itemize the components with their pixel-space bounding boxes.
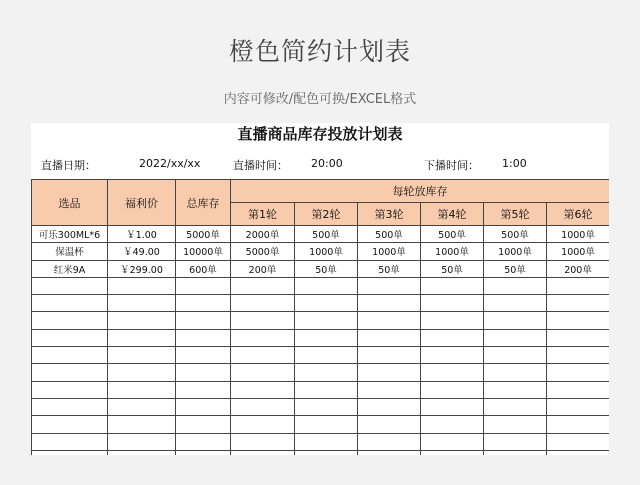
cell-round-5[interactable] (484, 416, 547, 433)
cell-total-stock[interactable] (176, 277, 231, 294)
cell-round-6[interactable]: 200单 (547, 260, 610, 277)
cell-round-3[interactable] (358, 416, 421, 433)
cell-price[interactable] (108, 416, 176, 433)
cell-round-6[interactable] (547, 398, 610, 415)
cell-price[interactable] (108, 364, 176, 381)
cell-round-1[interactable] (231, 364, 295, 381)
cell-product[interactable]: 保温杯 (32, 243, 108, 260)
table-row (32, 277, 610, 294)
cell-round-1[interactable] (231, 277, 295, 294)
header-product: 选品 (32, 180, 108, 226)
cell-round-2[interactable] (295, 277, 358, 294)
cell-price[interactable] (108, 398, 176, 415)
cell-product[interactable] (32, 416, 108, 433)
stock-plan-table (31, 179, 609, 455)
cell-product[interactable] (32, 398, 108, 415)
cell-total-stock[interactable]: 600单 (176, 260, 231, 277)
cell-round-5[interactable] (484, 398, 547, 415)
cell-round-3[interactable]: 50单 (358, 260, 421, 277)
cell-price[interactable] (108, 277, 176, 294)
cell-total-stock[interactable]: 5000单 (176, 226, 231, 243)
cell-product[interactable] (32, 347, 108, 364)
cell-round-5[interactable] (484, 381, 547, 398)
cell-product[interactable] (32, 433, 108, 450)
cell-round-1[interactable] (231, 312, 295, 329)
cell-round-4[interactable]: 500单 (421, 226, 484, 243)
cell-price[interactable]: ￥1.00 (108, 226, 176, 243)
cell-round-2[interactable] (295, 398, 358, 415)
cell-round-3[interactable] (358, 433, 421, 450)
cell-total-stock[interactable] (176, 347, 231, 364)
cell-total-stock[interactable] (176, 450, 231, 455)
header-round-5: 第5轮 (484, 203, 547, 226)
cell-round-6[interactable]: 1000单 (547, 243, 610, 260)
cell-total-stock[interactable] (176, 295, 231, 312)
cell-round-5[interactable] (484, 364, 547, 381)
cell-round-6[interactable] (547, 364, 610, 381)
cell-round-2[interactable] (295, 312, 358, 329)
table-row (32, 433, 610, 450)
cell-product[interactable] (32, 450, 108, 455)
cell-total-stock[interactable] (176, 398, 231, 415)
cell-round-1[interactable]: 2000单 (231, 226, 295, 243)
cell-total-stock[interactable] (176, 329, 231, 346)
cell-round-2[interactable]: 1000单 (295, 243, 358, 260)
cell-round-3[interactable] (358, 312, 421, 329)
cell-product[interactable] (32, 277, 108, 294)
header-total-stock: 总库存 (176, 180, 231, 226)
table-row (32, 312, 610, 329)
cell-round-5[interactable] (484, 329, 547, 346)
header-round-1: 第1轮 (231, 203, 295, 226)
live-date-value[interactable]: 2022/xx/xx (139, 157, 201, 170)
cell-round-4[interactable] (421, 347, 484, 364)
table-row (32, 364, 610, 381)
cell-round-6[interactable] (547, 450, 610, 455)
cell-round-5[interactable] (484, 277, 547, 294)
cell-round-4[interactable]: 50单 (421, 260, 484, 277)
table-row (32, 416, 610, 433)
cell-product[interactable] (32, 312, 108, 329)
cell-round-3[interactable] (358, 450, 421, 455)
live-start-value[interactable]: 20:00 (311, 157, 343, 170)
cell-price[interactable]: ￥49.00 (108, 243, 176, 260)
cell-price[interactable] (108, 381, 176, 398)
cell-round-1[interactable] (231, 433, 295, 450)
cell-round-3[interactable]: 500单 (358, 226, 421, 243)
live-end-label: 下播时间： (424, 159, 479, 172)
cell-round-4[interactable] (421, 450, 484, 455)
table-row (32, 398, 610, 415)
cell-round-3[interactable] (358, 364, 421, 381)
cell-round-5[interactable]: 1000单 (484, 243, 547, 260)
cell-product[interactable] (32, 295, 108, 312)
cell-round-5[interactable]: 500单 (484, 226, 547, 243)
cell-round-5[interactable]: 50单 (484, 260, 547, 277)
cell-round-1[interactable] (231, 347, 295, 364)
cell-round-4[interactable] (421, 312, 484, 329)
cell-round-2[interactable] (295, 450, 358, 455)
cell-round-4[interactable] (421, 329, 484, 346)
cell-round-4[interactable] (421, 364, 484, 381)
cell-round-1[interactable] (231, 295, 295, 312)
cell-product[interactable] (32, 381, 108, 398)
cell-round-4[interactable] (421, 398, 484, 415)
cell-round-6[interactable] (547, 277, 610, 294)
cell-round-1[interactable] (231, 329, 295, 346)
cell-round-6[interactable] (547, 312, 610, 329)
header-round-4: 第4轮 (421, 203, 484, 226)
header-round-2: 第2轮 (295, 203, 358, 226)
cell-round-3[interactable] (358, 381, 421, 398)
cell-round-2[interactable] (295, 329, 358, 346)
cell-round-6[interactable] (547, 381, 610, 398)
cell-product[interactable] (32, 329, 108, 346)
header-round-6: 第6轮 (547, 203, 610, 226)
cell-round-6[interactable] (547, 347, 610, 364)
cell-round-4[interactable] (421, 295, 484, 312)
cell-round-2[interactable] (295, 381, 358, 398)
table-row (32, 450, 610, 455)
cell-total-stock[interactable] (176, 312, 231, 329)
cell-price[interactable] (108, 295, 176, 312)
cell-total-stock[interactable]: 10000单 (176, 243, 231, 260)
cell-round-2[interactable]: 500单 (295, 226, 358, 243)
sheet-title: 直播商品库存投放计划表 (237, 125, 403, 143)
cell-round-1[interactable]: 5000单 (231, 243, 295, 260)
cell-round-6[interactable] (547, 433, 610, 450)
table-body (32, 226, 610, 456)
cell-round-3[interactable] (358, 295, 421, 312)
cell-round-3[interactable] (358, 329, 421, 346)
cell-round-2[interactable] (295, 295, 358, 312)
cell-total-stock[interactable] (176, 416, 231, 433)
cell-total-stock[interactable] (176, 381, 231, 398)
cell-round-2[interactable] (295, 347, 358, 364)
table-row (32, 295, 610, 312)
cell-round-6[interactable] (547, 295, 610, 312)
cell-round-3[interactable] (358, 347, 421, 364)
cell-round-1[interactable] (231, 398, 295, 415)
cell-round-2[interactable] (295, 416, 358, 433)
header-round-3: 第3轮 (358, 203, 421, 226)
cell-price[interactable] (108, 433, 176, 450)
cell-round-1[interactable] (231, 381, 295, 398)
cell-round-3[interactable] (358, 398, 421, 415)
cell-price[interactable] (108, 347, 176, 364)
cell-round-4[interactable]: 1000单 (421, 243, 484, 260)
table-row (32, 347, 610, 364)
live-info-row (31, 145, 609, 179)
table-row (32, 260, 610, 277)
header-price: 福利价 (108, 180, 176, 226)
table-row (32, 226, 610, 243)
cell-round-3[interactable] (358, 277, 421, 294)
cell-price[interactable] (108, 312, 176, 329)
table-row (32, 243, 610, 260)
cell-round-5[interactable] (484, 347, 547, 364)
table-row (32, 381, 610, 398)
cell-round-6[interactable] (547, 329, 610, 346)
cell-round-1[interactable]: 200单 (231, 260, 295, 277)
cell-round-4[interactable] (421, 381, 484, 398)
cell-round-4[interactable] (421, 433, 484, 450)
cell-round-6[interactable]: 1000单 (547, 226, 610, 243)
page-subtitle: 内容可修改/配色可换/EXCEL格式 (223, 92, 417, 107)
table-row (32, 329, 610, 346)
cell-round-4[interactable] (421, 416, 484, 433)
cell-total-stock[interactable] (176, 433, 231, 450)
cell-price[interactable] (108, 329, 176, 346)
cell-round-5[interactable] (484, 433, 547, 450)
header-rounds-group: 每轮放库存 (231, 180, 610, 203)
cell-product[interactable] (32, 364, 108, 381)
cell-price[interactable] (108, 450, 176, 455)
cell-round-6[interactable] (547, 416, 610, 433)
cell-round-3[interactable]: 1000单 (358, 243, 421, 260)
cell-round-2[interactable] (295, 433, 358, 450)
live-start-label: 直播时间： (233, 159, 288, 172)
cell-product[interactable]: 可乐300ML*6 (32, 226, 108, 243)
cell-total-stock[interactable] (176, 364, 231, 381)
cell-round-4[interactable] (421, 277, 484, 294)
cell-round-5[interactable] (484, 450, 547, 455)
cell-round-1[interactable] (231, 416, 295, 433)
spreadsheet-sheet (31, 123, 609, 455)
cell-round-2[interactable]: 50单 (295, 260, 358, 277)
cell-price[interactable]: ￥299.00 (108, 260, 176, 277)
cell-round-5[interactable] (484, 295, 547, 312)
live-date-label: 直播日期： (41, 159, 96, 172)
cell-round-2[interactable] (295, 364, 358, 381)
cell-round-5[interactable] (484, 312, 547, 329)
cell-round-1[interactable] (231, 450, 295, 455)
cell-product[interactable]: 红米9A (32, 260, 108, 277)
live-end-value[interactable]: 1:00 (502, 157, 527, 170)
page-title: 橙色简约计划表 (228, 37, 411, 66)
